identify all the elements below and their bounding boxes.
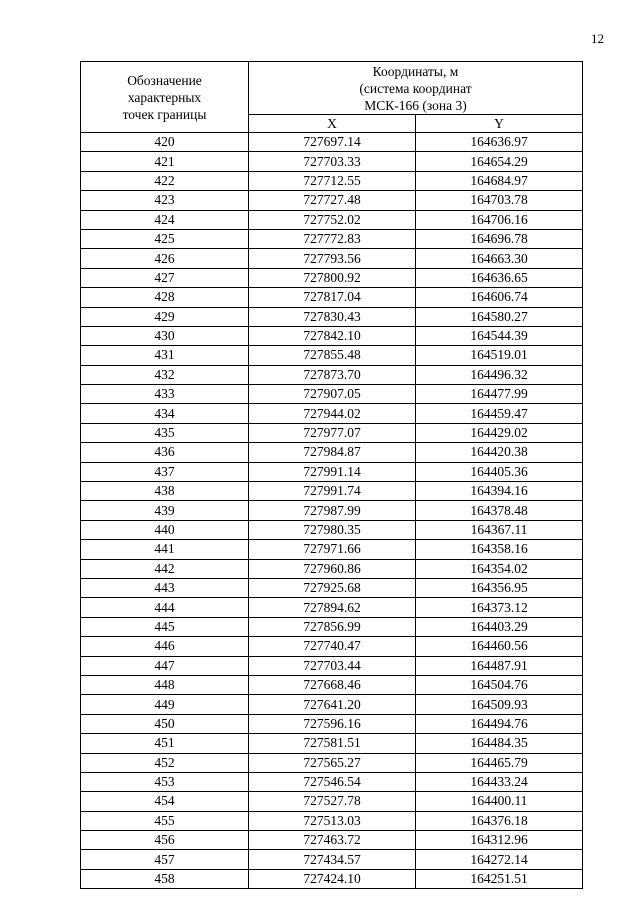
table-body xyxy=(81,133,583,889)
point-cell: 429 xyxy=(81,307,249,326)
point-cell: 433 xyxy=(81,385,249,404)
point-cell: 425 xyxy=(81,229,249,248)
y-coordinate-cell: 164654.29 xyxy=(416,152,583,171)
table-row xyxy=(81,520,583,539)
point-cell: 448 xyxy=(81,675,249,694)
y-coordinate-cell: 164312.96 xyxy=(416,831,583,850)
point-cell: 430 xyxy=(81,326,249,345)
point-cell: 445 xyxy=(81,617,249,636)
y-coordinate-cell: 164519.01 xyxy=(416,346,583,365)
coordinates-table xyxy=(80,61,583,889)
table-row xyxy=(81,714,583,733)
x-coordinate-cell: 727960.86 xyxy=(249,559,416,578)
table-row xyxy=(81,559,583,578)
point-cell: 421 xyxy=(81,152,249,171)
table-row xyxy=(81,792,583,811)
table-row xyxy=(81,734,583,753)
y-coordinate-cell: 164356.95 xyxy=(416,578,583,597)
table-row xyxy=(81,501,583,520)
y-coordinate-cell: 164403.29 xyxy=(416,617,583,636)
y-coordinate-cell: 164636.97 xyxy=(416,133,583,152)
table-header xyxy=(81,62,583,133)
x-coordinate-cell: 727987.99 xyxy=(249,501,416,520)
x-coordinate-cell: 727894.62 xyxy=(249,598,416,617)
y-coordinate-cell: 164400.11 xyxy=(416,792,583,811)
point-cell: 456 xyxy=(81,831,249,850)
coords-header-line: МСК-166 (зона 3) xyxy=(364,97,467,113)
x-coordinate-cell: 727855.48 xyxy=(249,346,416,365)
point-cell: 436 xyxy=(81,443,249,462)
point-cell: 452 xyxy=(81,753,249,772)
point-cell: 440 xyxy=(81,520,249,539)
table-row xyxy=(81,811,583,830)
x-coordinate-cell: 727752.02 xyxy=(249,210,416,229)
x-coordinate-cell: 727434.57 xyxy=(249,850,416,869)
point-cell: 458 xyxy=(81,869,249,888)
table-row xyxy=(81,171,583,190)
point-cell: 449 xyxy=(81,695,249,714)
y-coordinate-cell: 164477.99 xyxy=(416,385,583,404)
table-row xyxy=(81,850,583,869)
x-coordinate-cell: 727977.07 xyxy=(249,423,416,442)
x-coordinate-cell: 727817.04 xyxy=(249,288,416,307)
table-row xyxy=(81,482,583,501)
x-coordinate-cell: 727565.27 xyxy=(249,753,416,772)
table-row xyxy=(81,540,583,559)
y-coordinate-cell: 164696.78 xyxy=(416,229,583,248)
coords-header-line: Координаты, м xyxy=(372,63,459,79)
y-coordinate-cell: 164544.39 xyxy=(416,326,583,345)
table-row xyxy=(81,249,583,268)
y-coordinate-cell: 164636.65 xyxy=(416,268,583,287)
y-coordinate-cell: 164358.16 xyxy=(416,540,583,559)
coords-header-line: (система координат xyxy=(359,80,472,96)
point-cell: 450 xyxy=(81,714,249,733)
y-coordinate-cell: 164684.97 xyxy=(416,171,583,190)
y-coordinate-cell: 164606.74 xyxy=(416,288,583,307)
y-coordinate-cell: 164487.91 xyxy=(416,656,583,675)
x-coordinate-cell: 727668.46 xyxy=(249,675,416,694)
x-column-header: X xyxy=(249,115,416,133)
table-row xyxy=(81,365,583,384)
table-row xyxy=(81,462,583,481)
point-header-line: точек границы xyxy=(122,106,207,122)
y-coordinate-cell: 164373.12 xyxy=(416,598,583,617)
point-cell: 424 xyxy=(81,210,249,229)
y-coordinate-cell: 164394.16 xyxy=(416,482,583,501)
x-coordinate-cell: 727907.05 xyxy=(249,385,416,404)
table-row xyxy=(81,307,583,326)
point-cell: 441 xyxy=(81,540,249,559)
point-cell: 420 xyxy=(81,133,249,152)
point-cell: 423 xyxy=(81,191,249,210)
point-cell: 434 xyxy=(81,404,249,423)
x-coordinate-cell: 727842.10 xyxy=(249,326,416,345)
y-coordinate-cell: 164494.76 xyxy=(416,714,583,733)
point-cell: 438 xyxy=(81,482,249,501)
point-cell: 431 xyxy=(81,346,249,365)
x-coordinate-cell: 727513.03 xyxy=(249,811,416,830)
x-coordinate-cell: 727856.99 xyxy=(249,617,416,636)
y-coordinate-cell: 164465.79 xyxy=(416,753,583,772)
point-cell: 427 xyxy=(81,268,249,287)
point-cell: 439 xyxy=(81,501,249,520)
x-coordinate-cell: 727944.02 xyxy=(249,404,416,423)
y-coordinate-cell: 164405.36 xyxy=(416,462,583,481)
y-coordinate-cell: 164367.11 xyxy=(416,520,583,539)
x-coordinate-cell: 727703.33 xyxy=(249,152,416,171)
table-row xyxy=(81,229,583,248)
table-row xyxy=(81,772,583,791)
point-cell: 447 xyxy=(81,656,249,675)
table-row xyxy=(81,637,583,656)
x-coordinate-cell: 727772.83 xyxy=(249,229,416,248)
x-coordinate-cell: 727984.87 xyxy=(249,443,416,462)
point-cell: 444 xyxy=(81,598,249,617)
y-coordinate-cell: 164706.16 xyxy=(416,210,583,229)
y-coordinate-cell: 164459.47 xyxy=(416,404,583,423)
y-coordinate-cell: 164420.38 xyxy=(416,443,583,462)
table-row xyxy=(81,326,583,345)
x-coordinate-cell: 727740.47 xyxy=(249,637,416,656)
x-coordinate-cell: 727925.68 xyxy=(249,578,416,597)
y-coordinate-cell: 164272.14 xyxy=(416,850,583,869)
point-cell: 428 xyxy=(81,288,249,307)
point-cell: 432 xyxy=(81,365,249,384)
y-coordinate-cell: 164460.56 xyxy=(416,637,583,656)
table-row xyxy=(81,656,583,675)
table-row xyxy=(81,133,583,152)
table-row xyxy=(81,423,583,442)
coordinates-group-header xyxy=(249,62,583,115)
x-coordinate-cell: 727991.14 xyxy=(249,462,416,481)
y-column-header: Y xyxy=(416,115,583,133)
point-designation-header xyxy=(81,62,249,133)
table-row xyxy=(81,210,583,229)
table-row xyxy=(81,191,583,210)
point-cell: 453 xyxy=(81,772,249,791)
point-cell: 426 xyxy=(81,249,249,268)
x-coordinate-cell: 727581.51 xyxy=(249,734,416,753)
table-row xyxy=(81,346,583,365)
point-cell: 422 xyxy=(81,171,249,190)
table-row xyxy=(81,831,583,850)
table-row xyxy=(81,578,583,597)
y-coordinate-cell: 164484.35 xyxy=(416,734,583,753)
x-coordinate-cell: 727793.56 xyxy=(249,249,416,268)
point-cell: 446 xyxy=(81,637,249,656)
point-cell: 435 xyxy=(81,423,249,442)
y-coordinate-cell: 164509.93 xyxy=(416,695,583,714)
table-row xyxy=(81,288,583,307)
point-cell: 454 xyxy=(81,792,249,811)
point-cell: 455 xyxy=(81,811,249,830)
table-row xyxy=(81,675,583,694)
table-row xyxy=(81,443,583,462)
x-coordinate-cell: 727830.43 xyxy=(249,307,416,326)
x-coordinate-cell: 727641.20 xyxy=(249,695,416,714)
point-header-line: Обозначение xyxy=(127,72,202,88)
y-coordinate-cell: 164251.51 xyxy=(416,869,583,888)
table-row xyxy=(81,869,583,888)
y-coordinate-cell: 164504.76 xyxy=(416,675,583,694)
table-row xyxy=(81,385,583,404)
y-coordinate-cell: 164433.24 xyxy=(416,772,583,791)
y-coordinate-cell: 164378.48 xyxy=(416,501,583,520)
table-row xyxy=(81,617,583,636)
point-cell: 451 xyxy=(81,734,249,753)
y-coordinate-cell: 164429.02 xyxy=(416,423,583,442)
page-number: 12 xyxy=(591,31,604,46)
table-row xyxy=(81,152,583,171)
table-row xyxy=(81,695,583,714)
point-cell: 442 xyxy=(81,559,249,578)
x-coordinate-cell: 727697.14 xyxy=(249,133,416,152)
x-coordinate-cell: 727800.92 xyxy=(249,268,416,287)
x-coordinate-cell: 727527.78 xyxy=(249,792,416,811)
x-coordinate-cell: 727873.70 xyxy=(249,365,416,384)
point-cell: 437 xyxy=(81,462,249,481)
table-row xyxy=(81,598,583,617)
x-coordinate-cell: 727971.66 xyxy=(249,540,416,559)
x-coordinate-cell: 727596.16 xyxy=(249,714,416,733)
y-coordinate-cell: 164354.02 xyxy=(416,559,583,578)
y-coordinate-cell: 164703.78 xyxy=(416,191,583,210)
y-coordinate-cell: 164496.32 xyxy=(416,365,583,384)
point-header-line: характерных xyxy=(127,89,202,105)
point-cell: 443 xyxy=(81,578,249,597)
x-coordinate-cell: 727712.55 xyxy=(249,171,416,190)
x-coordinate-cell: 727463.72 xyxy=(249,831,416,850)
table-row xyxy=(81,404,583,423)
x-coordinate-cell: 727546.54 xyxy=(249,772,416,791)
table-row xyxy=(81,268,583,287)
x-coordinate-cell: 727980.35 xyxy=(249,520,416,539)
y-coordinate-cell: 164376.18 xyxy=(416,811,583,830)
x-coordinate-cell: 727703.44 xyxy=(249,656,416,675)
y-coordinate-cell: 164580.27 xyxy=(416,307,583,326)
y-coordinate-cell: 164663.30 xyxy=(416,249,583,268)
x-coordinate-cell: 727727.48 xyxy=(249,191,416,210)
x-coordinate-cell: 727991.74 xyxy=(249,482,416,501)
x-coordinate-cell: 727424.10 xyxy=(249,869,416,888)
point-cell: 457 xyxy=(81,850,249,869)
table-row xyxy=(81,753,583,772)
